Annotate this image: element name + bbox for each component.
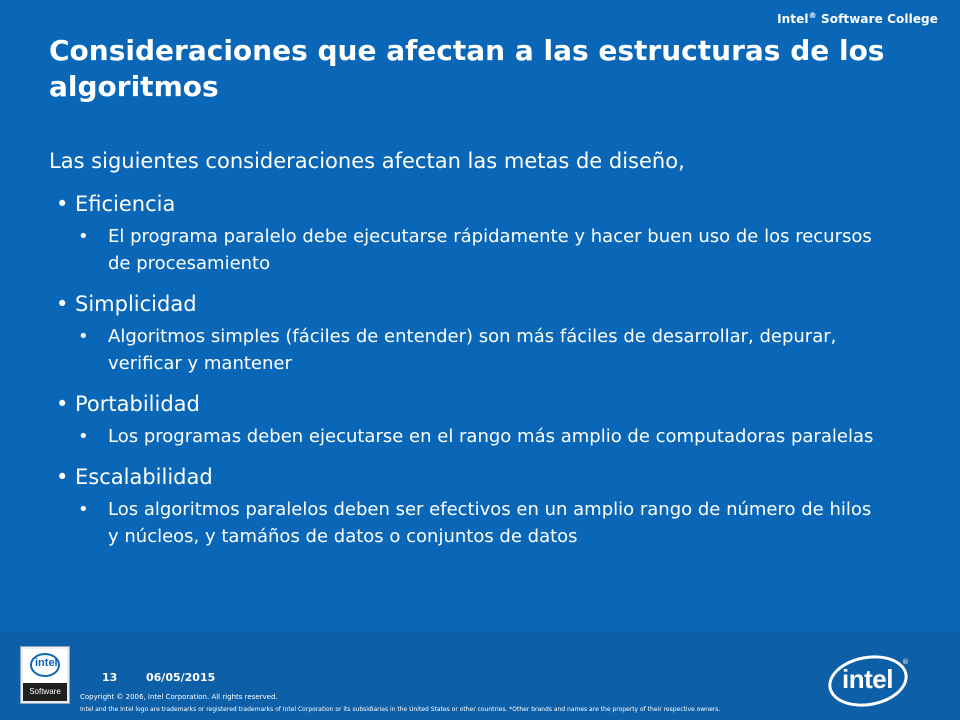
brand-header (777, 11, 938, 26)
topic-label: Simplicidad (75, 292, 197, 316)
bullet-icon: • (78, 426, 89, 447)
bullet-icon: • (78, 226, 89, 247)
topic-item (56, 190, 916, 277)
topic-item (56, 290, 916, 377)
brand-reg-mark: ® (808, 11, 817, 20)
intel-software-badge (20, 646, 70, 704)
topic-item (56, 390, 916, 450)
topic-detail-item (78, 423, 916, 450)
badge-logo-area (23, 649, 67, 683)
topic-label: Eficiencia (75, 192, 176, 216)
topic-detail-item (78, 223, 916, 277)
topic-detail-item (78, 496, 916, 550)
topic-detail: Algoritmos simples (fáciles de entender) son más fáciles de desarrollar, depurar, verificar y mantener (108, 326, 837, 374)
intel-logo-reg: ® (902, 658, 909, 666)
topic-detail-item (78, 323, 916, 377)
bullet-icon: • (78, 326, 89, 347)
badge-logo-word: intel (35, 657, 58, 669)
topic-label: Portabilidad (75, 392, 200, 416)
legal-text: Intel and the Intel logo are trademarks or registered trademarks of Intel Corporation or its subsidiaries in the United States or other countries. *Other brands and names are the property of their respective owners. (80, 706, 721, 713)
topic-detail: Los algoritmos paralelos deben ser efectivos en un amplio rango de número de hilos y núcleos, y tamáños de datos o conjuntos de datos (108, 499, 872, 547)
intel-logo (826, 650, 910, 710)
bullet-icon: • (56, 192, 69, 216)
topic-list (56, 190, 916, 550)
topic-item (56, 463, 916, 550)
intel-logo-word: intel (842, 664, 893, 694)
badge-label: Software (23, 683, 67, 701)
intro-text: Las siguientes consideraciones afectan las metas de diseño, (49, 149, 685, 173)
slide-date: 06/05/2015 (146, 671, 216, 684)
slide-title: Consideraciones que afectan a las estructuras de los algoritmos (49, 34, 885, 103)
copyright-text: Copyright © 2006, Intel Corporation. All rights reserved. (80, 693, 278, 701)
brand-suffix: Software College (816, 12, 938, 26)
bullet-icon: • (56, 465, 69, 489)
bullet-icon: • (56, 392, 69, 416)
topic-detail: El programa paralelo debe ejecutarse rápidamente y hacer buen uso de los recursos de procesamiento (108, 226, 872, 274)
bullet-icon: • (56, 292, 69, 316)
brand-name: Intel (777, 12, 809, 26)
topic-detail: Los programas deben ejecutarse en el rango más amplio de computadoras paralelas (108, 426, 874, 447)
topic-label: Escalabilidad (75, 465, 213, 489)
page-number: 13 (102, 671, 118, 684)
bullet-icon: • (78, 499, 89, 520)
